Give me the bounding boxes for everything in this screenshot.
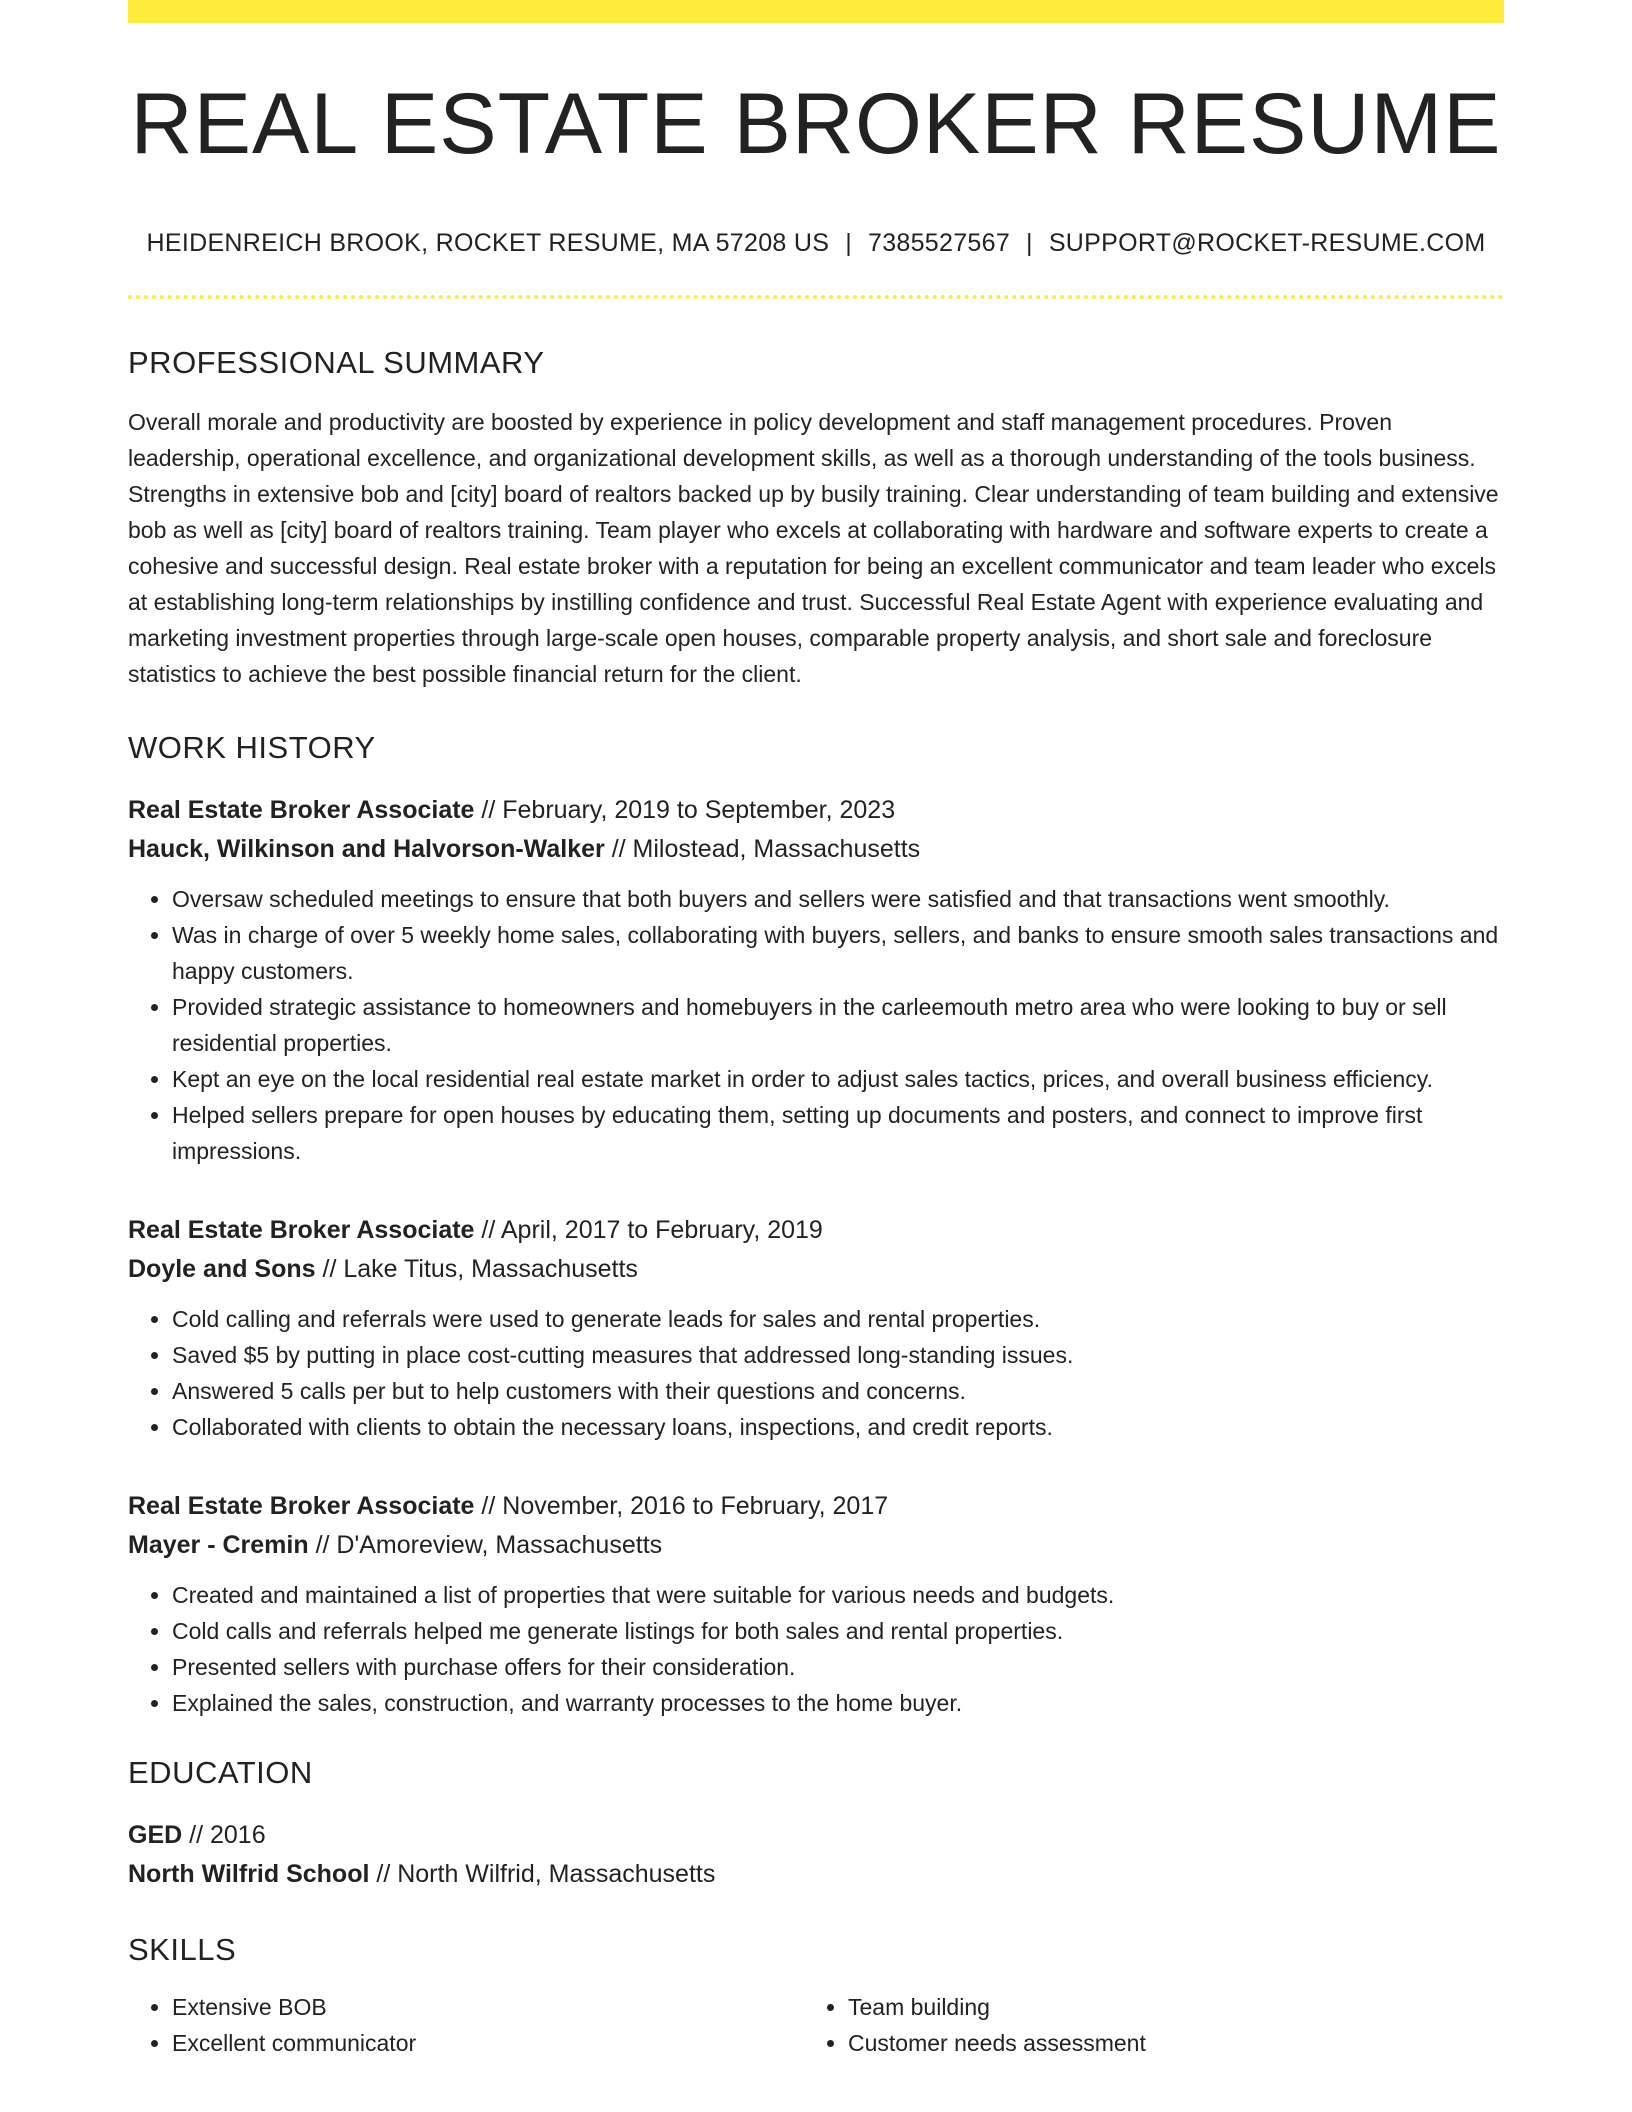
list-item: • Extensive BOB	[172, 1989, 804, 2025]
contact-email: SUPPORT@ROCKET-RESUME.COM	[1048, 229, 1486, 257]
list-item: • Presented sellers with purchase offers for their consideration.	[172, 1649, 1504, 1685]
job-role: Real Estate Broker Associate	[128, 1216, 475, 1244]
job-role-line	[128, 1211, 1504, 1250]
list-item: • Excellent communicator	[172, 2025, 804, 2061]
job-entry	[128, 1487, 1504, 1721]
education-degree: GED	[128, 1821, 183, 1849]
job-entry	[128, 791, 1504, 1169]
list-item: • Answered 5 calls per but to help customers with their questions and concerns.	[172, 1373, 1504, 1409]
contact-line	[128, 231, 1504, 256]
job-company: Doyle and Sons	[128, 1255, 316, 1283]
job-dates: // April, 2017 to February, 2019	[481, 1216, 823, 1244]
education-heading: EDUCATION	[128, 1755, 313, 1790]
job-bullets	[128, 1577, 1504, 1721]
contact-separator: |	[845, 229, 852, 257]
skills-column-left	[128, 1989, 804, 2061]
job-bullets	[128, 881, 1504, 1169]
job-location: // Lake Titus, Massachusetts	[322, 1255, 638, 1283]
contact-address: HEIDENREICH BROOK, ROCKET RESUME, MA 57208 US	[146, 229, 830, 257]
job-company-line	[128, 1526, 1504, 1565]
job-role-line	[128, 1487, 1504, 1526]
list-item: • Kept an eye on the local residential real estate market in order to adjust sales tactics, prices, and overall business efficiency.	[172, 1061, 1504, 1097]
skills-column-right	[804, 1989, 1480, 2061]
list-item: • Saved $5 by putting in place cost-cutting measures that addressed long-standing issues.	[172, 1337, 1504, 1373]
list-item: • Was in charge of over 5 weekly home sales, collaborating with buyers, sellers, and banks to ensure smooth sales transactions and happy customers.	[172, 917, 1504, 989]
education-school: North Wilfrid School	[128, 1860, 370, 1888]
job-company: Mayer - Cremin	[128, 1531, 309, 1559]
resume-page	[128, 0, 1504, 2061]
contact-separator: |	[1026, 229, 1033, 257]
list-item: • Cold calling and referrals were used to generate leads for sales and rental properties.	[172, 1301, 1504, 1337]
job-location: // Milostead, Massachusetts	[611, 835, 921, 863]
education-location: // North Wilfrid, Massachusetts	[376, 1860, 716, 1888]
skills-list	[128, 1989, 1504, 2061]
list-item: • Explained the sales, construction, and warranty processes to the home buyer.	[172, 1685, 1504, 1721]
list-item: • Cold calls and referrals helped me generate listings for both sales and rental properties.	[172, 1613, 1504, 1649]
contact-phone: 7385527567	[867, 229, 1011, 257]
job-role: Real Estate Broker Associate	[128, 1492, 475, 1520]
education-school-line	[128, 1855, 1504, 1894]
resume-title: REAL ESTATE BROKER RESUME	[130, 76, 1502, 172]
job-bullets	[128, 1301, 1504, 1445]
summary-heading: PROFESSIONAL SUMMARY	[128, 345, 545, 380]
list-item: • Customer needs assessment	[848, 2025, 1480, 2061]
education-year: // 2016	[189, 1821, 266, 1849]
job-role-line	[128, 791, 1504, 830]
job-entry	[128, 1211, 1504, 1445]
job-dates: // November, 2016 to February, 2017	[481, 1492, 889, 1520]
list-item: • Helped sellers prepare for open houses by educating them, setting up documents and posters, and connect to improve first impressions.	[172, 1097, 1504, 1169]
list-item: • Provided strategic assistance to homeowners and homebuyers in the carleemouth metro area who were looking to buy or sell residential properties.	[172, 989, 1504, 1061]
job-company: Hauck, Wilkinson and Halvorson-Walker	[128, 835, 605, 863]
job-company-line	[128, 1250, 1504, 1289]
list-item: • Oversaw scheduled meetings to ensure that both buyers and sellers were satisfied and that transactions went smoothly.	[172, 881, 1504, 917]
list-item: • Created and maintained a list of properties that were suitable for various needs and budgets.	[172, 1577, 1504, 1613]
job-role: Real Estate Broker Associate	[128, 796, 475, 824]
job-dates: // February, 2019 to September, 2023	[481, 796, 896, 824]
job-location: // D'Amoreview, Massachusetts	[315, 1531, 663, 1559]
accent-top-bar	[128, 0, 1504, 23]
education-degree-line	[128, 1816, 1504, 1855]
education-entry	[128, 1816, 1504, 1894]
skills-heading: SKILLS	[128, 1932, 237, 1967]
list-item: • Collaborated with clients to obtain the necessary loans, inspections, and credit reports.	[172, 1409, 1504, 1445]
job-company-line	[128, 830, 1504, 869]
work-history-heading: WORK HISTORY	[128, 730, 376, 765]
summary-text: Overall morale and productivity are boosted by experience in policy development and staff management procedures. Proven leadership, operational excellence, and organizational development skills, as well as a thorough understanding of the tools business. Strengths in extensive bob and [city] board of realtors backed up by busily training. Clear understanding of team building and extensive bob as well as [city] board of realtors training. Team player who excels at collaborating with hardware and software experts to create a cohesive and successful design. Real estate broker with a reputation for being an excellent communicator and team leader who excels at establishing long-term relationships by instilling confidence and trust. Successful Real Estate Agent with experience evaluating and marketing investment properties through large-scale open houses, comparable property analysis, and short sale and foreclosure statistics to achieve the best possible financial return for the client.	[128, 409, 1499, 687]
list-item: • Team building	[848, 1989, 1480, 2025]
dotted-divider	[128, 295, 1504, 299]
